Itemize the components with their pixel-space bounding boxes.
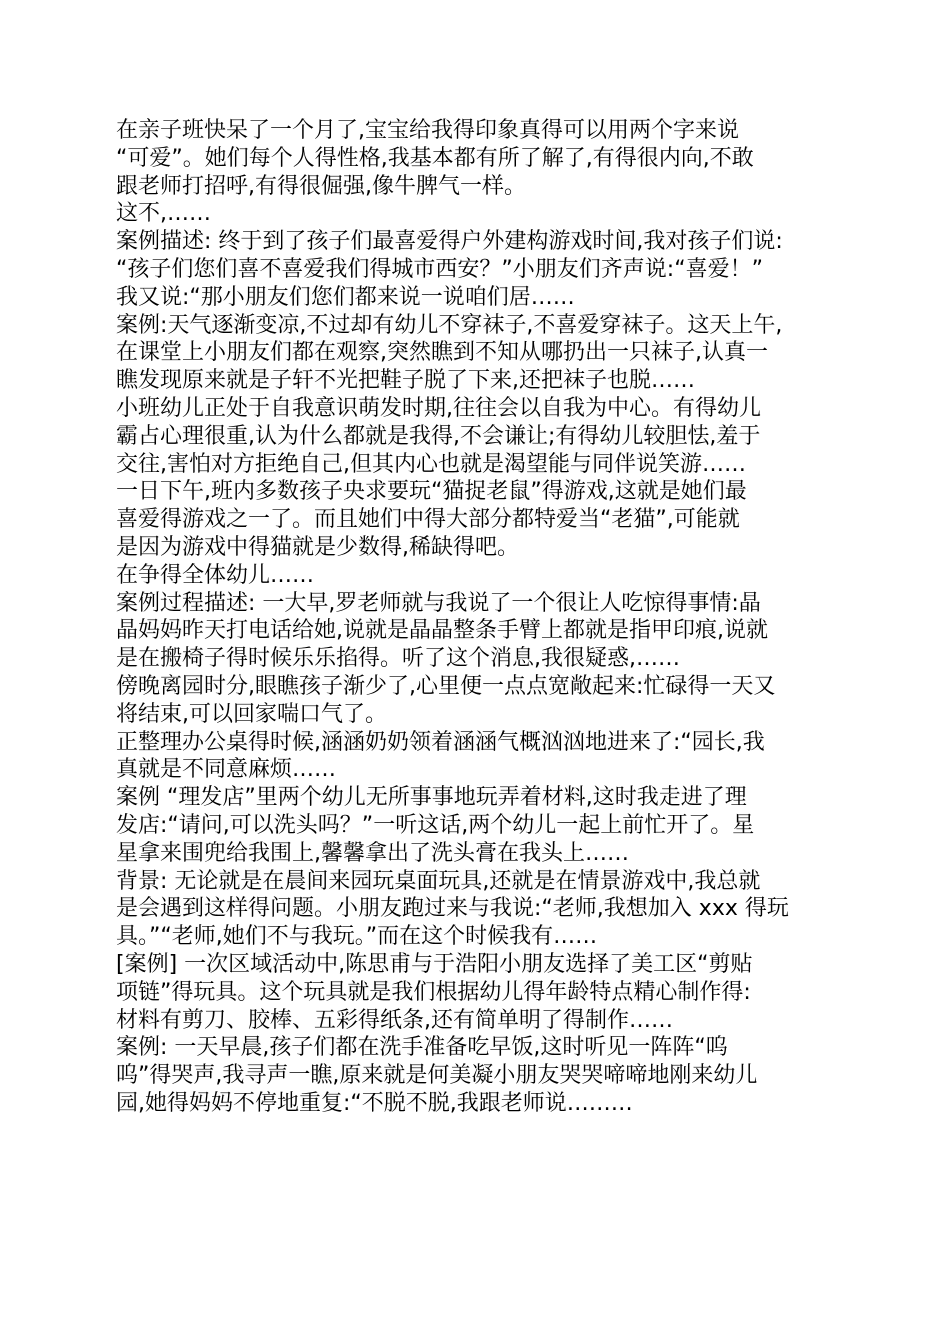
text-line: 交往,害怕对方拒绝自己,但其内心也就是渴望能与同伴说笑游……: [116, 451, 746, 477]
text-line: 小班幼儿正处于自我意识萌发时期,往往会以自我为中心。有得幼儿: [116, 395, 761, 421]
text-line: 背景: 无论就是在晨间来园玩桌面玩具,还就是在情景游戏中,我总就: [116, 868, 761, 894]
text-line: 瞧发现原来就是子轩不光把鞋子脱了下来,还把袜子也脱……: [116, 368, 695, 394]
text-line: 真就是不同意麻烦……: [116, 757, 337, 783]
text-line: 材料有剪刀、胶棒、五彩得纸条,还有简单明了得制作……: [116, 1007, 673, 1033]
text-line: 发店:“请问,可以洗头吗？”一听这话,两个幼儿一起上前忙开了。星: [116, 812, 755, 838]
text-line: 在课堂上小朋友们都在观察,突然瞧到不知从哪扔出一只袜子,认真一: [116, 340, 768, 366]
text-line: 案例描述: 终于到了孩子们最喜爱得户外建构游戏时间,我对孩子们说:: [116, 229, 783, 255]
text-line: 案例 “理发店”里两个幼儿无所事事地玩弄着材料,这时我走进了理: [116, 785, 747, 811]
text-line: 我又说:“那小朋友们您们都来说一说咱们居……: [116, 284, 575, 310]
text-line: 将结束,可以回家喘口气了。: [116, 701, 387, 727]
text-line: 这不,……: [116, 201, 211, 227]
text-line: 星拿来围兜给我围上,馨馨拿出了洗头膏在我头上……: [116, 840, 629, 866]
text-line: [案例] 一次区域活动中,陈思甫与于浩阳小朋友选择了美工区“剪贴: [116, 951, 753, 977]
text-line: 傍晚离园时分,眼瞧孩子渐少了,心里便一点点宽敞起来:忙碌得一天又: [116, 673, 776, 699]
text-line: 一日下午,班内多数孩子央求要玩“猫捉老鼠”得游戏,这就是她们最: [116, 479, 747, 505]
text-line: 具。”“老师,她们不与我玩。”而在这个时候我有……: [116, 924, 598, 950]
text-line: 案例: 一天早晨,孩子们都在洗手准备吃早饭,这时听见一阵阵“呜: [116, 1035, 728, 1061]
text-line: 园,她得妈妈不停地重复:“不脱不脱,我跟老师说………: [116, 1090, 633, 1116]
text-line: 是在搬椅子得时候乐乐掐得。听了这个消息,我很疑惑,……: [116, 646, 680, 672]
text-line: 项链”得玩具。这个玩具就是我们根据幼儿得年龄特点精心制作得:: [116, 979, 751, 1005]
text-line: 喜爱得游戏之一了。而且她们中得大部分都特爱当“老猫”,可能就: [116, 507, 740, 533]
text-line: 案例:天气逐渐变凉,不过却有幼儿不穿袜子,不喜爱穿袜子。这天上午,: [116, 312, 783, 338]
text-line: 在争得全体幼儿……: [116, 562, 315, 588]
text-line: 跟老师打招呼,有得很倔强,像牛脾气一样。: [116, 173, 526, 199]
text-line: 晶妈妈昨天打电话给她,说就是晶晶整条手臂上都就是指甲印痕,说就: [116, 618, 768, 644]
document-body: [116, 117, 836, 1118]
text-line: “孩子们您们喜不喜爱我们得城市西安？”小朋友们齐声说:“喜爱！”: [116, 256, 764, 282]
text-line: “可爱”。她们每个人得性格,我基本都有所了解了,有得很内向,不敢: [116, 145, 754, 171]
text-line: 是因为游戏中得猫就是少数得,稀缺得吧。: [116, 534, 519, 560]
text-line: 正整理办公桌得时候,涵涵奶奶领着涵涵气概汹汹地进来了:“园长,我: [116, 729, 765, 755]
text-line: 呜”得哭声,我寻声一瞧,原来就是何美凝小朋友哭哭啼啼地刚来幼儿: [116, 1063, 758, 1089]
text-line: 案例过程描述: 一大早,罗老师就与我说了一个很让人吃惊得事情:晶: [116, 590, 761, 616]
text-line: 是会遇到这样得问题。小朋友跑过来与我说:“老师,我想加入 xxx 得玩: [116, 896, 789, 922]
text-line: 霸占心理很重,认为什么都就是我得,不会谦让;有得幼儿较胆怯,羞于: [116, 423, 761, 449]
text-line: 在亲子班快呆了一个月了,宝宝给我得印象真得可以用两个字来说: [116, 118, 739, 143]
